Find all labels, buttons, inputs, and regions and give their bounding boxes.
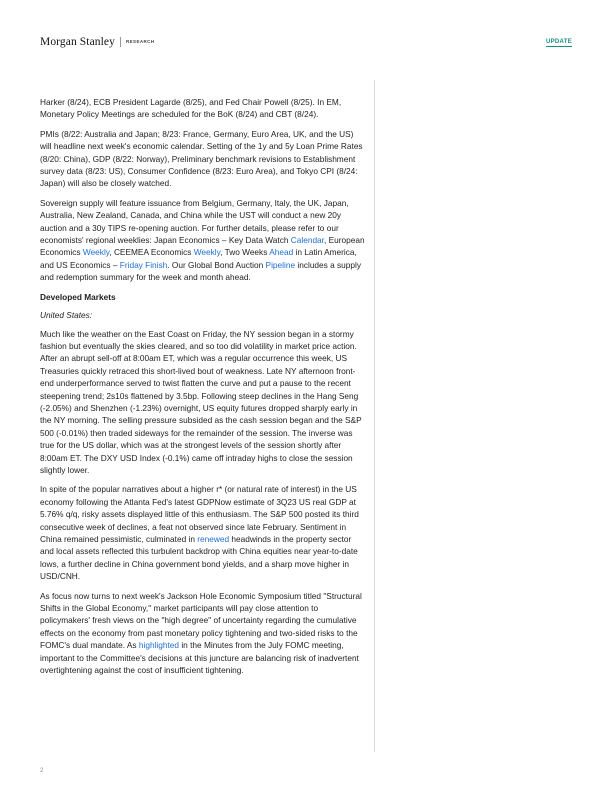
page-header [40,36,572,52]
calendar-link[interactable]: Calendar [290,235,324,246]
section-heading: Developed Markets [40,291,116,302]
text-span: , CEEMEA Economics [109,247,194,258]
text-span: , Two Weeks [220,247,270,258]
column-divider [374,80,375,752]
morgan-stanley-logo: Morgan Stanley [40,36,115,48]
text-span: includes a supply and redemption summary for the week and month ahead. [40,259,362,283]
ceemea-weekly-link[interactable]: Weekly [193,247,221,258]
text-span: . Our Global Bond Auction [167,259,266,270]
text-span: in Latin America, and US Economics – [40,247,357,270]
update-badge: UPDATE [545,39,572,45]
renewed-link[interactable]: renewed [197,534,230,544]
research-label: RESEARCH [126,39,155,44]
subsection-heading: United States: [40,310,93,321]
paragraph-pmis: PMIs (8/22: Australia and Japan; 8/23: France, Germany, Euro Area, UK, and the US) will headline next week's economic calendar. Setting of the 1y and 5y Loan Prime Rates (8/20: China), GDP (8/22: Norway), Preliminary benchmark revisions to Establishment survey data (8/23: US), Consumer Confidence (8/23: Euro Area), and Tokyo CPI (8/24: Japan) will also be closely watched. [40,128,363,189]
paragraph-risky-assets [40,483,367,582]
text-span: , European Economics [40,235,365,258]
paragraph-jackson-hole [40,590,367,677]
text-span: headwinds in the property sector and local assets reflected this turbulent backdrop with China equities near year-to-date lows, a further decline in China government bond yields, and a sharp move higher in USD/CNH. [40,534,358,582]
text-span: in the Minutes from the July FOMC meeting, important to the Committee's decisions at this juncture are balancing risk of inadvertent overtightening against the cost of insufficient tightening. [40,640,359,676]
main-text [40,96,367,683]
friday-finish-link[interactable]: Friday Finish [119,259,168,270]
european-weekly-link[interactable]: Weekly [82,247,110,258]
paragraph-calendar-speakers: Harker (8/24), ECB President Lagarde (8/25), and Fed Chair Powell (8/25). In EM, Monetary Policy Meetings are scheduled for the BoK (8/24) and CBT (8/24). [40,97,342,120]
paragraph-ny-session: Much like the weather on the East Coast on Friday, the NY session began in a stormy fashion but eventually the skies cleared, and so too did volatility in market price action. After an abrupt sell-off at 8:00am ET, which was a regular occurrence this week, US Treasuries quickly retraced this short-lived bout of weakness. Late NY afternoon front-end underperformance served to twist flatten the curve and put a pause to the recent steepening trend; 2s10s flattened by 3.5bp. Following steep declines in the Hang Seng (-2.05%) and Shenzhen (-1.23%) overnight, US equity futures dropped sharply early in the NY morning. The selling pressure subsided as the cash session began and the S&P 500 (-0.01%) then traded sideways for the remainder of the session. The inverse was true for the US dollar, which was at the strongest levels of the session shortly after 8:00am ET. The DXY USD Index (-0.1%) came off intraday highs to close the session slightly lower. [40,328,362,475]
highlighted-link[interactable]: highlighted [138,640,180,651]
paragraph-sovereign-supply [40,197,367,284]
pipeline-link[interactable]: Pipeline [265,259,296,270]
logo-divider [120,37,121,47]
ahead-link[interactable]: Ahead [269,247,294,258]
text-span: Sovereign supply will feature issuance from Belgium, Germany, Italy, the UK, Japan, Australia, New Zealand, Canada, and China while the UST will conduct a new 20y auction and a 30y TIPS re-opening auction. For further details, please refer to our economists' regional weeklies: Japan Economics – Key Data Watch [40,197,349,246]
text-span: In spite of the popular narratives about a higher r* (or natural rate of interest) in the US economy following the Atlanta Fed's latest GDPNow estimate of 3Q23 US real GDP at 5.76% q/q, risky assets displayed little of this enthusiasm. The S&P 500 posted its third consecutive week of declines, a feat not observed since late February. Sentiment in China remained pessimistic, culminated in [40,484,359,544]
page-number: 2 [40,768,44,774]
text-span: As focus now turns to next week's Jackson Hole Economic Symposium titled "Structural Shifts in the Global Economy," market participants will pay close attention to policymakers' fresh views on the "high degree" of uncertainty regarding the cumulative effects on the economy from past monetary policy tightening and two-sided risks to the FOMC's dual mandate. As [40,590,362,651]
